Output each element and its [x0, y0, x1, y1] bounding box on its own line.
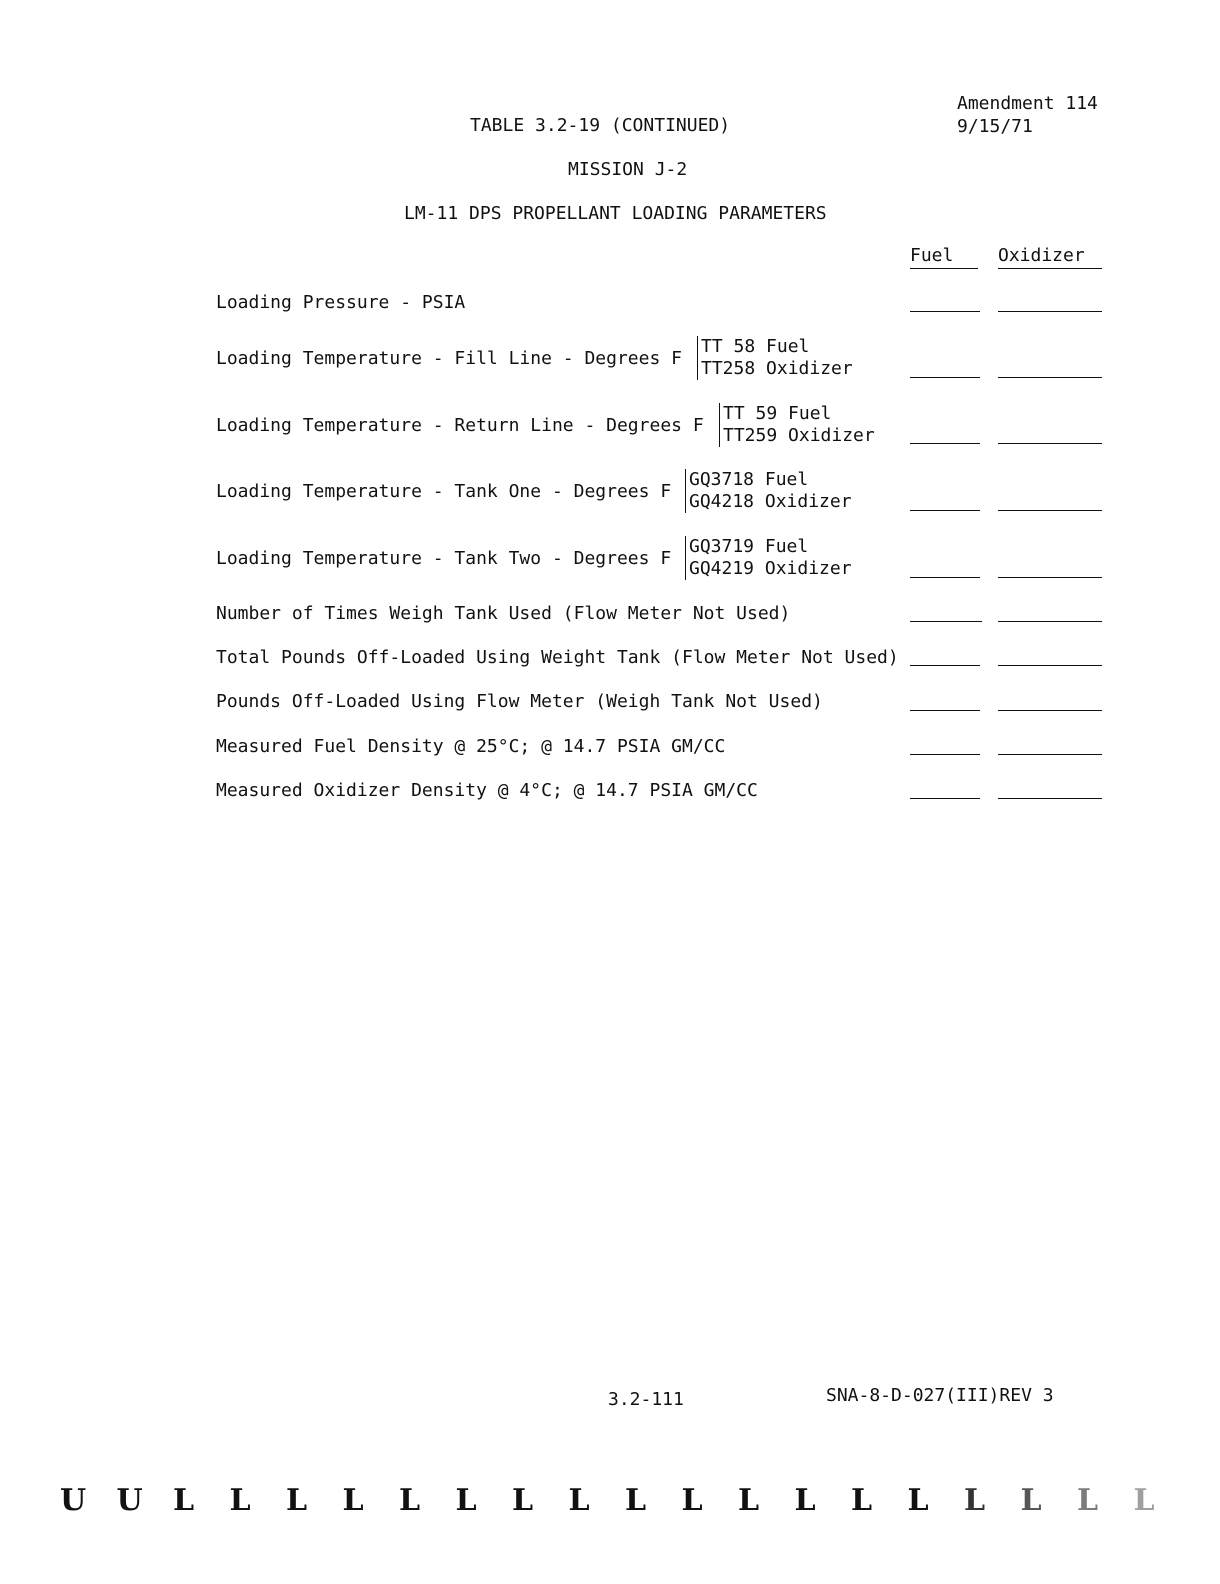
- fuel-blank: [910, 443, 980, 444]
- row-label: Loading Temperature - Tank One - Degrees F: [216, 481, 672, 502]
- edge-mark: L: [907, 1483, 929, 1518]
- row-label: Number of Times Weigh Tank Used (Flow Meter Not Used): [216, 603, 791, 624]
- oxidizer-blank: [998, 443, 1102, 444]
- row-label: Loading Temperature - Fill Line - Degrees F: [216, 348, 682, 369]
- fuel-tag: GQ3719 Fuel: [689, 536, 809, 557]
- subject-title: LM-11 DPS PROPELLANT LOADING PARAMETERS: [404, 203, 827, 224]
- oxidizer-tag: GQ4219 Oxidizer: [689, 558, 852, 579]
- edge-mark: L: [1133, 1483, 1155, 1518]
- measurement-tags: [719, 403, 875, 447]
- fuel-blank: [910, 754, 980, 755]
- measurement-tags: [697, 336, 853, 380]
- row-label: Loading Temperature - Tank Two - Degrees F: [216, 548, 672, 569]
- oxidizer-tag: GQ4218 Oxidizer: [689, 491, 852, 512]
- mission-title: MISSION J-2: [568, 159, 688, 180]
- oxidizer-blank: [998, 665, 1102, 666]
- measurement-tags: [685, 536, 852, 580]
- oxidizer-blank: [998, 510, 1102, 511]
- fuel-blank: [910, 665, 980, 666]
- row-label: Pounds Off-Loaded Using Flow Meter (Weigh Tank Not Used): [216, 691, 823, 712]
- oxidizer-blank: [998, 311, 1102, 312]
- fuel-blank: [910, 377, 980, 378]
- oxidizer-blank: [998, 754, 1102, 755]
- fuel-tag: TT 59 Fuel: [723, 403, 832, 424]
- oxidizer-blank: [998, 377, 1102, 378]
- edge-mark: L: [1077, 1483, 1099, 1518]
- table-title: TABLE 3.2-19 (CONTINUED): [470, 115, 731, 136]
- fuel-tag: TT 58 Fuel: [701, 336, 810, 357]
- row-label: Loading Pressure - PSIA: [216, 292, 466, 313]
- oxidizer-blank: [998, 577, 1102, 578]
- amendment-date: 9/15/71: [957, 116, 1033, 137]
- edge-mark: U: [116, 1483, 143, 1518]
- fuel-blank: [910, 311, 980, 312]
- fuel-blank: [910, 798, 980, 799]
- row-label: Total Pounds Off-Loaded Using Weight Tank (Flow Meter Not Used): [216, 647, 899, 668]
- fuel-blank: [910, 577, 980, 578]
- amendment-label: Amendment 114: [957, 93, 1098, 114]
- fuel-blank: [910, 621, 982, 622]
- page-number: 3.2-111: [608, 1389, 684, 1410]
- row-label: Loading Temperature - Return Line - Degrees F: [216, 415, 704, 436]
- measurement-tags: [685, 469, 852, 513]
- oxidizer-tag: TT259 Oxidizer: [723, 425, 875, 446]
- row-label: Measured Oxidizer Density @ 4°C; @ 14.7 PSIA GM/CC: [216, 780, 758, 801]
- edge-mark: L: [625, 1483, 647, 1518]
- edge-mark: L: [1020, 1483, 1042, 1518]
- edge-mark: L: [512, 1483, 534, 1518]
- edge-mark: L: [342, 1483, 364, 1518]
- row-label: Measured Fuel Density @ 25°C; @ 14.7 PSIA GM/CC: [216, 736, 726, 757]
- oxidizer-blank: [998, 621, 1102, 622]
- edge-mark: L: [286, 1483, 308, 1518]
- edge-mark: L: [229, 1483, 251, 1518]
- document-id: SNA-8-D-027(III)REV 3: [826, 1385, 1054, 1406]
- fuel-tag: GQ3718 Fuel: [689, 469, 809, 490]
- edge-mark: L: [568, 1483, 590, 1518]
- fuel-blank: [910, 710, 980, 711]
- oxidizer-blank: [998, 710, 1102, 711]
- edge-mark: L: [738, 1483, 760, 1518]
- edge-mark: U: [60, 1483, 87, 1518]
- oxidizer-tag: TT258 Oxidizer: [701, 358, 853, 379]
- fuel-column-header: Fuel: [910, 245, 978, 269]
- edge-mark: L: [851, 1483, 873, 1518]
- edge-mark: L: [681, 1483, 703, 1518]
- oxidizer-column-header: Oxidizer: [998, 245, 1102, 269]
- edge-mark: L: [455, 1483, 477, 1518]
- edge-mark: L: [794, 1483, 816, 1518]
- edge-mark: L: [399, 1483, 421, 1518]
- edge-mark: L: [964, 1483, 986, 1518]
- edge-mark: L: [173, 1483, 195, 1518]
- oxidizer-blank: [998, 798, 1102, 799]
- fuel-blank: [910, 510, 980, 511]
